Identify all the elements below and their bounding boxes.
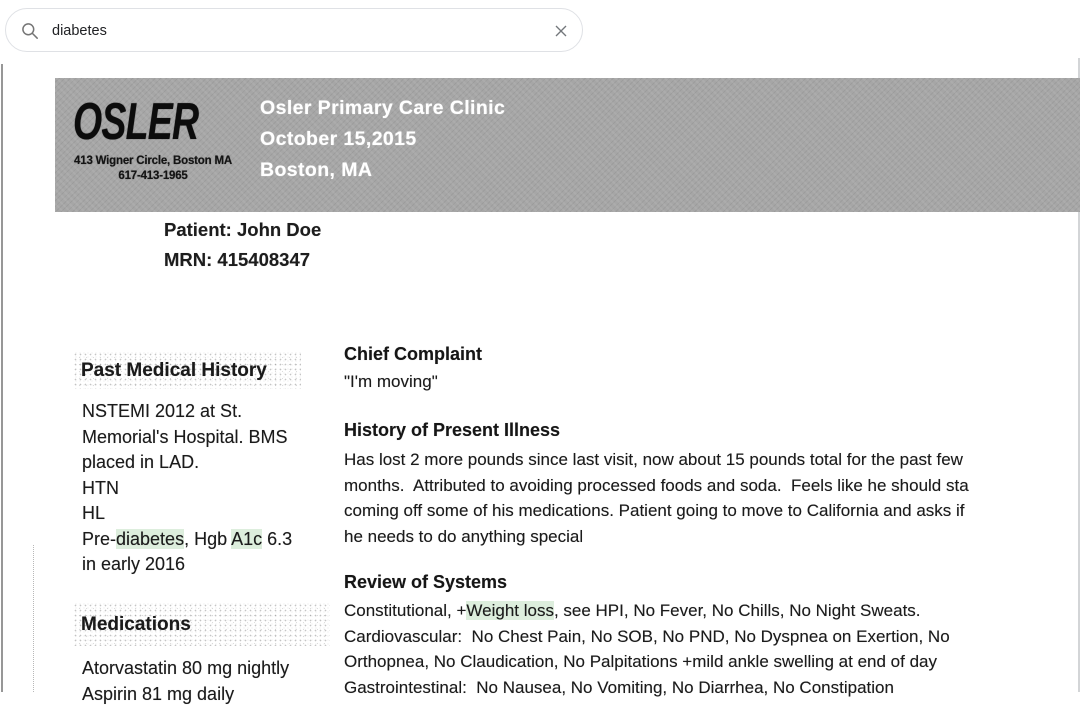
text-segment: he needs to do anything special — [344, 526, 584, 546]
clinic-logo: OSLER — [73, 93, 199, 151]
text-segment: Orthopnea, No Claudication, No Palpitations +mild ankle swelling at end of day — [344, 652, 937, 671]
doc-text-line — [82, 450, 337, 476]
clinic-address-line2: 617-413-1965 — [118, 170, 188, 182]
hpi-text — [344, 447, 969, 549]
page-left-edge — [1, 64, 3, 692]
search-hit-highlight: Weight loss — [466, 601, 554, 620]
search-hit-highlight: diabetes — [116, 528, 185, 549]
section-heading-chief-complaint: Chief Complaint — [344, 344, 482, 364]
text-segment: Aspirin 81 mg daily — [82, 684, 235, 704]
section-heading-ros: Review of Systems — [344, 572, 508, 592]
doc-text-line — [82, 681, 342, 707]
text-segment: Atorvastatin 80 mg nightly — [82, 658, 290, 678]
doc-text-line — [82, 552, 337, 578]
doc-text-line — [344, 598, 950, 624]
clinic-location: Boston, MA — [260, 159, 373, 181]
text-segment: Memorial's Hospital. BMS — [82, 426, 288, 447]
clinic-name: Osler Primary Care Clinic — [260, 97, 506, 119]
doc-text-line — [344, 675, 950, 701]
doc-text-line — [82, 501, 337, 527]
doc-text-line — [82, 425, 337, 451]
clinic-address — [63, 154, 243, 184]
medications-text — [82, 655, 342, 707]
text-segment: Has lost 2 more pounds since last visit, now about 15 pounds total for the past few — [344, 450, 963, 469]
doc-text-line — [344, 624, 950, 650]
section-heading-label: Medications — [81, 613, 191, 635]
text-segment: , see HPI, No Fever, No Chills, No Night Sweats. — [553, 601, 921, 620]
text-segment: in early 2016 — [82, 554, 186, 574]
patient-name: Patient: John Doe — [164, 219, 322, 240]
text-segment: Cardiovascular: No Chest Pain, No SOB, No PND, No Dyspnea on Exertion, No — [344, 626, 950, 646]
past-medical-history-text — [82, 399, 337, 578]
patient-info — [164, 215, 321, 274]
text-segment: placed in LAD. — [82, 452, 200, 472]
doc-text-line — [344, 369, 438, 395]
text-segment: NSTEMI 2012 at St. — [82, 401, 243, 421]
text-segment: 6.3 — [262, 528, 293, 549]
text-segment: Pre- — [82, 528, 117, 549]
clinic-address-line1: 413 Wigner Circle, Boston MA — [74, 155, 232, 167]
text-segment: months. Attributed to avoiding processed foods and soda. Feels like he should sta — [344, 475, 969, 495]
section-heading-hpi: History of Present Illness — [344, 420, 561, 440]
text-segment: "I'm moving" — [344, 372, 438, 391]
text-segment: HL — [82, 503, 106, 523]
doc-text-line — [344, 473, 969, 499]
text-segment: , Hgb — [184, 528, 232, 549]
section-heading-past-medical-history — [73, 352, 301, 389]
chief-complaint-text — [344, 369, 438, 395]
scan-fold-line — [33, 545, 34, 692]
doc-text-line — [82, 527, 337, 553]
ros-text — [344, 598, 950, 700]
section-heading-label: Past Medical History — [81, 359, 267, 381]
text-segment: coming off some of his medications. Patient going to move to California and asks if — [344, 501, 965, 520]
text-segment: Gastrointestinal: No Nausea, No Vomiting, No Diarrhea, No Constipation — [344, 677, 894, 697]
doc-text-line — [82, 399, 337, 425]
doc-text-line — [344, 524, 969, 550]
doc-text-line — [344, 447, 969, 473]
doc-text-line — [344, 498, 969, 524]
text-segment: HTN — [82, 477, 119, 498]
visit-date: October 15,2015 — [260, 128, 417, 150]
doc-text-line — [82, 655, 342, 681]
search-hit-highlight: A1c — [231, 528, 263, 549]
right-column — [344, 0, 1078, 697]
section-heading-medications — [73, 603, 330, 646]
patient-mrn: MRN: 415408347 — [164, 248, 311, 270]
doc-text-line — [344, 649, 950, 675]
text-segment: Constitutional, + — [344, 601, 467, 620]
doc-text-line — [82, 476, 337, 502]
